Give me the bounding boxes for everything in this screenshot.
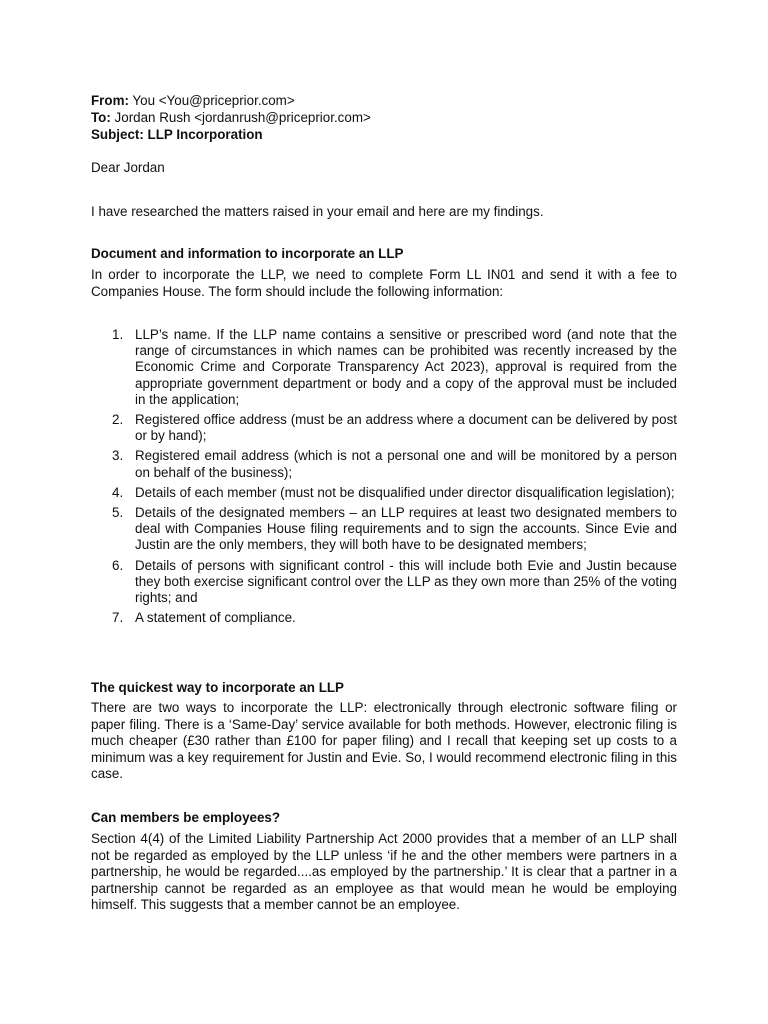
to-value: Jordan Rush <jordanrush@priceprior.com> — [110, 110, 371, 125]
list-item-number: 4. — [112, 484, 124, 500]
list-item-number: 6. — [112, 557, 124, 573]
list-item-number: 5. — [112, 505, 124, 521]
list-item — [91, 485, 677, 501]
from-label: From: — [91, 93, 129, 108]
salutation: Dear Jordan — [91, 160, 165, 175]
list-item-number: 1. — [112, 327, 124, 342]
list-item — [91, 448, 677, 480]
subject-line: Subject: LLP Incorporation — [91, 127, 263, 142]
list-item-text: A statement of compliance. — [135, 610, 296, 626]
list-item-number: 7. — [112, 610, 124, 626]
intro-text: I have researched the matters raised in your email and here are my findings. — [91, 204, 544, 219]
section-paragraph-quickest: There are two ways to incorporate the LLP: electronically through electronic software filing or paper filing. There is a ‘Same-Day’ service available for both methods. However, electronic filing is much cheaper (£30 rather than £100 for paper filing) and I recall that keeping set up costs to a minimum was a key requirement for Justin and Evie. So, I would recommend electronic filing in this case. — [91, 700, 677, 782]
list-item — [91, 505, 677, 554]
list-item-text: Registered office address (must be an address where a document can be delivered by post or by hand); — [135, 412, 677, 444]
list-item-text: Details of each member (must not be disqualified under director disqualification legislation); — [135, 484, 675, 500]
list-item-text: Details of persons with significant control - this will include both Evie and Justin because they both exercise significant control over the LLP as they own more than 25% of the voting rights; and — [135, 557, 677, 606]
list-item — [91, 558, 677, 607]
to-label: To: — [91, 110, 111, 125]
section-paragraph-documents: In order to incorporate the LLP, we need to complete Form LL IN01 and send it with a fee to Companies House. The form should include the following information: — [91, 267, 677, 299]
from-value: You <You@priceprior.com> — [128, 93, 295, 108]
to-line — [91, 109, 371, 126]
list-item-text: Details of the designated members – an LLP requires at least two designated members to deal with Companies House filing requirements and to sign the accounts. Since Evie and Justin are the only members, they will both have to be designated members; — [135, 505, 677, 553]
requirements-list — [91, 327, 677, 630]
list-item-text: Registered email address (which is not a personal one and will be monitored by a person on behalf of the business); — [135, 448, 677, 480]
list-item — [91, 327, 677, 408]
list-item — [91, 412, 677, 444]
list-item-number: 2. — [112, 412, 124, 428]
section-heading-documents: Document and information to incorporate an LLP — [91, 246, 404, 261]
list-item-number: 3. — [112, 448, 124, 464]
list-item-text: LLP’s name. If the LLP name contains a sensitive or prescribed word (and note that the range of circumstances in which names can be prohibited was recently increased by the Economic Crime and Corporate Transparency Act 2023), approval is required from the appropriate government department or body and a copy of the approval must be included in the application; — [135, 327, 677, 407]
email-header — [91, 92, 371, 143]
section-heading-employees: Can members be employees? — [91, 810, 281, 825]
list-item — [91, 610, 677, 626]
section-paragraph-employees: Section 4(4) of the Limited Liability Partnership Act 2000 provides that a member of an LLP shall not be regarded as employed by the LLP unless ‘if he and the other members were partners in a partnership, he would be regarded....as employed by the partnership.’ It is clear that a partner in a partnership cannot be regarded as an employee as that would mean he would be employing himself. This suggests that a member cannot be an employee. — [91, 831, 677, 913]
section-heading-quickest: The quickest way to incorporate an LLP — [91, 680, 344, 695]
from-line — [91, 92, 371, 109]
